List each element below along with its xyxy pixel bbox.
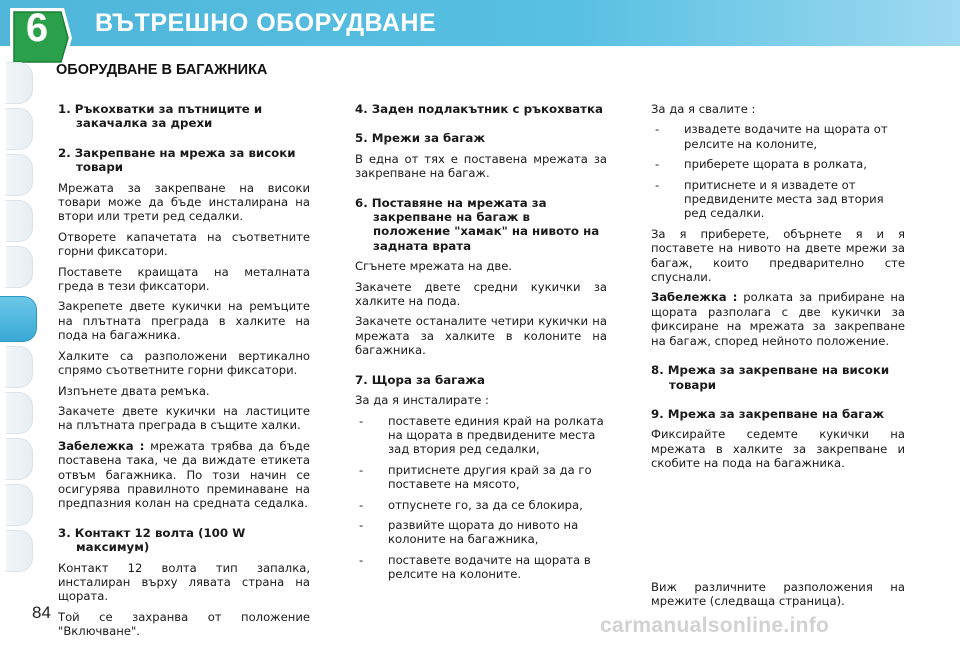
- item-heading: 6. Поставяне на мрежата за закрепване на багаж в положение "хамак" на нивото на задната врата: [355, 195, 600, 253]
- paragraph: Мрежата за закрепване на високи товари може да бъде инсталирана на втори или трети ред седалки.: [58, 180, 310, 224]
- page-number: 84: [32, 603, 51, 622]
- paragraph: Закачете останалите четири кукички на мрежата за халките в колоните на багажника.: [355, 314, 607, 358]
- list-item: - извадете водачите на щората от релсите на колоните,: [655, 122, 888, 151]
- item-heading: 1. Ръкохватки за пътниците и закачалка за дрехи: [58, 102, 263, 131]
- chapter-number: 6: [25, 6, 49, 50]
- chapter-tab-active[interactable]: [0, 296, 37, 342]
- note-label: Забележка :: [651, 290, 738, 305]
- item-heading: 5. Мрежи за багаж: [355, 131, 486, 146]
- column-1: [58, 102, 310, 645]
- footer-note: Виж различните разположения на мрежите (следваща страница).: [651, 580, 905, 609]
- paragraph: В една от тях е поставена мрежата за закрепване на багаж.: [355, 151, 607, 181]
- paragraph: За я приберете, обърнете я и я поставете на нивото на двете мрежи за багаж, които предварително сте спуснали.: [651, 226, 905, 285]
- paragraph: Отворете капачетата на съответните горни фиксатори.: [58, 229, 310, 259]
- chapter-tab[interactable]: [6, 246, 33, 288]
- list-item: - поставете единия край на ролката на щората в предвидените места зад втория ред седалки,: [359, 413, 604, 457]
- paragraph: Фиксирайте седемте кукички на мрежата в халките за закрепване и скобите на пода на багажника.: [651, 427, 905, 471]
- paragraph: Закрепете двете кукички на ремъците на плътната преграда в халките на пода на багажника.: [58, 299, 310, 343]
- chapter-tab[interactable]: [6, 530, 33, 572]
- note-label: Забележка :: [58, 438, 145, 453]
- paragraph: Сгънете мрежата на две.: [355, 259, 513, 274]
- note-text: ролката за прибиране на щората разполага с две кукички за фиксиране на мрежата за закрепване на багаж, според нейното положение.: [651, 290, 905, 348]
- chapter-tab[interactable]: [6, 392, 33, 434]
- column-3: [651, 102, 905, 477]
- chapter-tab[interactable]: [6, 62, 33, 104]
- item-heading: 2. Закрепване на мрежа за високи товари: [58, 145, 296, 175]
- paragraph: За да я свалите :: [651, 102, 756, 116]
- chapter-tab[interactable]: [6, 200, 33, 242]
- steps-list: [651, 122, 905, 220]
- item-heading: 9. Мрежа за закрепване на багаж: [651, 406, 885, 421]
- paragraph: Поставете краищата на металната греда в тези фиксатори.: [58, 264, 310, 294]
- item-heading: 3. Контакт 12 волта (100 W максимум): [58, 525, 246, 555]
- item-heading: 4. Заден подлакътник с ръкохватка: [355, 102, 603, 116]
- chapter-tab[interactable]: [6, 154, 33, 196]
- column-2: [355, 102, 607, 588]
- item-heading: 8. Мрежа за закрепване на високи товари: [651, 363, 890, 392]
- chapter-tab[interactable]: [6, 438, 33, 480]
- note-text: мрежата трябва да бъде поставена така, че да виждате етикета отвъм багажника. По този начин се осигурява правилното преминаване на предпазния колан на средната седалка.: [58, 438, 310, 511]
- note: [651, 290, 905, 348]
- chapter-tab[interactable]: [6, 108, 33, 150]
- item-heading: 7. Щора за багажа: [355, 372, 485, 387]
- paragraph: Халките са разположени вертикално спрямо съответните горни фиксатори.: [58, 348, 310, 378]
- list-item: - отпуснете го, за да се блокира,: [359, 497, 583, 512]
- paragraph: Той се захранва от положение "Включване".: [58, 609, 310, 639]
- chapter-tab[interactable]: [6, 346, 33, 388]
- list-item: - приберете щората в ролката,: [655, 157, 867, 172]
- list-item: - развийте щората до нивото на колоните на багажника,: [359, 517, 579, 547]
- chapter-tab[interactable]: [6, 484, 33, 526]
- list-item: - притиснете другия край за да го поставете на мясото,: [359, 462, 592, 492]
- page-title: ВЪТРЕШНО ОБОРУДВАНЕ: [95, 9, 437, 37]
- paragraph: Контакт 12 волта тип запалка, инсталиран върху лявата страна на щората.: [58, 560, 310, 604]
- paragraph: Закачете двете средни кукички за халките на пода.: [355, 279, 607, 309]
- note: [58, 439, 310, 511]
- paragraph: За да я инсталирате :: [355, 393, 489, 408]
- list-item: - поставете водачите на щората в релсите на колоните.: [359, 552, 591, 582]
- paragraph: Закачете двете кукички на ластиците на плътната преграда в същите халки.: [58, 403, 310, 433]
- paragraph: Изпънете двата ремъка.: [58, 383, 210, 398]
- list-item: - притиснете и я извадете от предвидените места зад втория ред седалки.: [655, 177, 884, 221]
- steps-list: [355, 414, 607, 582]
- section-title: ОБОРУДВАНЕ В БАГАЖНИКА: [56, 62, 268, 78]
- watermark: carmanualsonline.info: [600, 614, 830, 637]
